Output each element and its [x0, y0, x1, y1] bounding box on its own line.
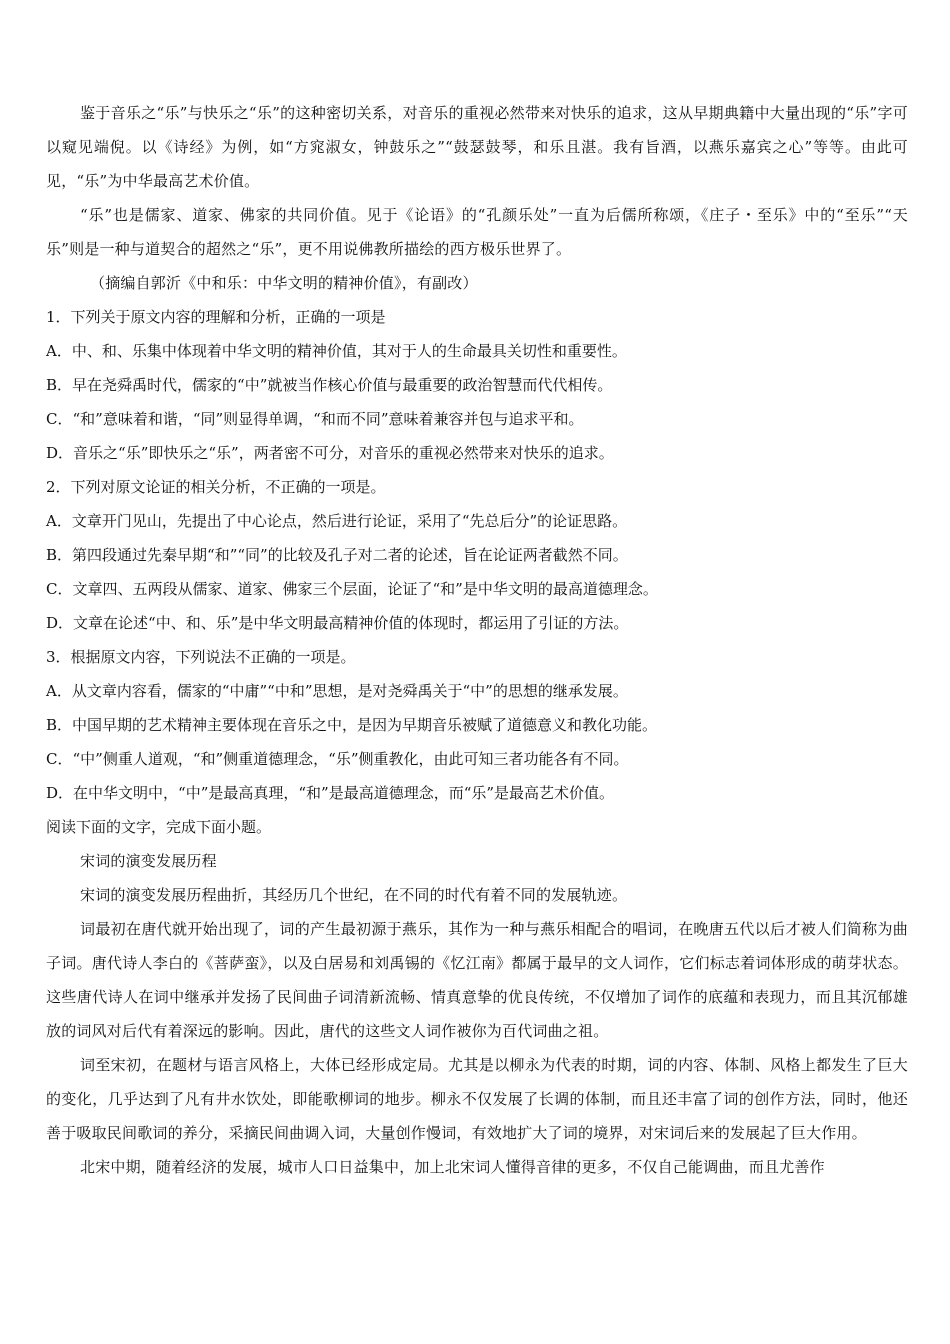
question-option-c: C．“和”意味着和谐，“同”则显得单调，“和而不同”意味着兼容并包与追求平和。	[46, 410, 584, 428]
question-option-d: D．音乐之“乐”即快乐之“乐”，两者密不可分，对音乐的重视必然带来对快乐的追求。	[46, 444, 614, 462]
question-option-a: A．中、和、乐集中体现着中华文明的精神价值，其对于人的生命最具关切性和重要性。	[46, 342, 627, 360]
question-2	[46, 470, 908, 640]
reading-instruction: 阅读下面的文字，完成下面小题。	[46, 818, 272, 836]
question-option-b: B．第四段通过先秦早期“和”“同”的比较及孔子对二者的论述，旨在论证两者截然不同。	[46, 546, 628, 564]
question-option-b: B．早在尧舜禹时代，儒家的“中”就被当作核心价值与最重要的政治智慧而代代相传。	[46, 376, 613, 394]
passage2-paragraph-4: 北宋中期，随着经济的发展，城市人口日益集中，加上北宋词人懂得音律的更多，不仅自己能调曲，而且尤善作	[80, 1158, 825, 1176]
passage1-paragraph-1: 鉴于音乐之“乐”与快乐之“乐”的这种密切关系，对音乐的重视必然带来对快乐的追求，这从早期典籍中大量出现的“乐”字可以窥见端倪。以《诗经》为例，如“方窕淑女，钟鼓乐之”“鼓瑟鼓琴，和乐且湛。我有旨酒，以燕乐嘉宾之心”等等。由此可见，“乐”为中华最高艺术价值。	[46, 104, 908, 190]
question-stem: 2．下列对原文论证的相关分析，不正确的一项是。	[46, 478, 386, 496]
passage2-paragraph-2: 词最初在唐代就开始出现了，词的产生最初源于燕乐，其作为一种与燕乐相配合的唱词，在晚唐五代以后才被人们简称为曲子词。唐代诗人李白的《菩萨蛮》，以及白居易和刘禹锡的《忆江南》都属于最早的文人词作，它们标志着词体形成的萌芽状态。这些唐代诗人在词中继承并发扬了民间曲子词清新流畅、情真意挚的优良传统，不仅增加了词作的底蕴和表现力，而且其沉郁雄放的词风对后代有着深远的影响。因此，唐代的这些文人词作被你为百代词曲之祖。	[46, 920, 908, 1040]
passage2-paragraph-3: 词至宋初，在题材与语言风格上，大体已经形成定局。尤其是以柳永为代表的时期，词的内容、体制、风格上都发生了巨大的变化，几乎达到了凡有井水饮处，即能歌柳词的地步。柳永不仅发展了长调的体制，而且还丰富了词的创作方法，同时，他还善于吸取民间歌词的养分，采摘民间曲调入词，大量创作慢词，有效地扩大了词的境界，对宋词后来的发展起了巨大作用。	[46, 1056, 908, 1142]
question-option-a: A．文章开门见山，先提出了中心论点，然后进行论证，采用了“先总后分”的论证思路。	[46, 512, 628, 530]
question-option-c: C．文章四、五两段从儒家、道家、佛家三个层面，论证了“和”是中华文明的最高道德理念。	[46, 580, 658, 598]
question-option-d: D．在中华文明中，“中”是最高真理，“和”是最高道德理念，而“乐”是最高艺术价值。	[46, 784, 615, 802]
question-stem: 3．根据原文内容，下列说法不正确的一项是。	[46, 648, 356, 666]
passage1-source: （摘编自郭沂《中和乐：中华文明的精神价值》，有副改）	[90, 274, 478, 292]
question-option-a: A．从文章内容看，儒家的“中庸”“中和”思想，是对尧舜禹关于“中”的思想的继承发展。	[46, 682, 628, 700]
question-1	[46, 300, 908, 470]
question-option-d: D．文章在论述“中、和、乐”是中华文明最高精神价值的体现时，都运用了引证的方法。	[46, 614, 629, 632]
question-option-b: B．中国早期的艺术精神主要体现在音乐之中，是因为早期音乐被赋了道德意义和教化功能。	[46, 716, 658, 734]
passage2-paragraph-1: 宋词的演变发展历程曲折，其经历几个世纪，在不同的时代有着不同的发展轨迹。	[80, 886, 628, 904]
question-option-c: C．“中”侧重人道观，“和”侧重道德理念，“乐”侧重教化，由此可知三者功能各有不同。	[46, 750, 629, 768]
document-content	[46, 96, 908, 1184]
question-3	[46, 640, 908, 810]
passage2-title: 宋词的演变发展历程	[80, 852, 217, 870]
question-stem: 1．下列关于原文内容的理解和分析，正确的一项是	[46, 308, 386, 326]
passage1-paragraph-2: “乐”也是儒家、道家、佛家的共同价值。见于《论语》的“孔颜乐处”一直为后儒所称颂，《庄子・至乐》中的“至乐”“天乐”则是一种与道契合的超然之“乐”，更不用说佛教所描绘的西方极乐世界了。	[46, 206, 908, 258]
